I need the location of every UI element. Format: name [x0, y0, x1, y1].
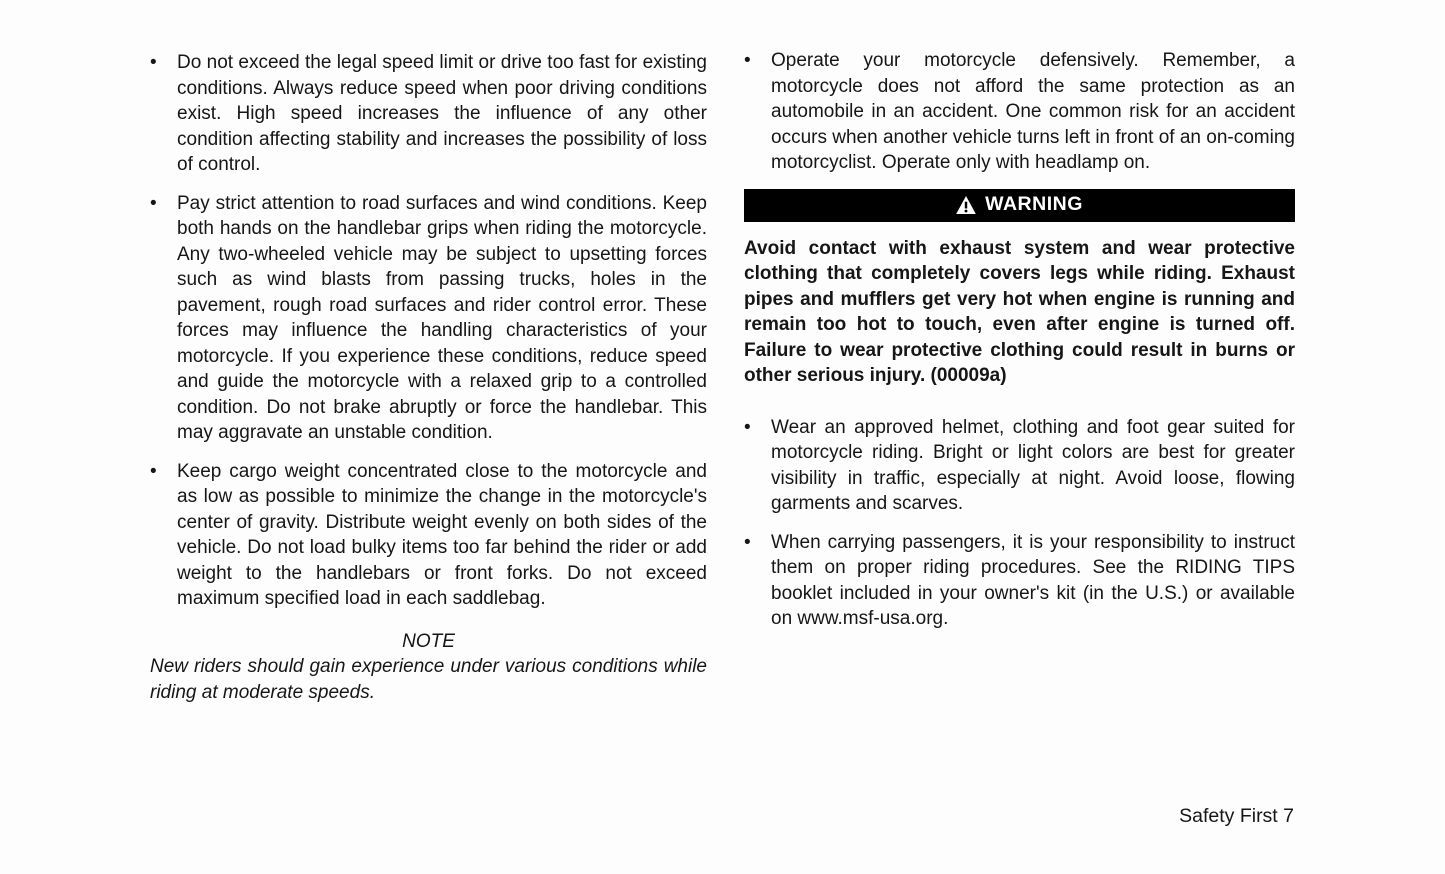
bullet-item — [150, 459, 707, 612]
note-text: New riders should gain experience under various conditions while riding at moderate speeds. — [150, 656, 707, 703]
bullet-marker: • — [150, 460, 157, 482]
bullet-marker: • — [150, 192, 157, 214]
bullet-marker: • — [744, 416, 751, 438]
bullet-text: Operate your motorcycle defensively. Remember, a motorcycle does not afford the same protection as an automobile in an accident. One common risk for an accident occurs when another vehicle turns left in front of an on-coming motorcyclist. Operate only with headlamp on. — [771, 50, 1295, 173]
bullet-item — [744, 415, 1295, 517]
bullet-text: When carrying passengers, it is your responsibility to instruct them on proper riding procedures. See the RIDING TIPS booklet included in your owner's kit (in the U.S.) or available on www.msf-usa.org. — [771, 531, 1295, 629]
bullet-item — [744, 48, 1295, 176]
warning-banner — [744, 189, 1295, 222]
page-footer: Safety First 7 — [1179, 805, 1294, 827]
bullet-item — [744, 530, 1295, 632]
bullet-text: Wear an approved helmet, clothing and foot gear suited for motorcycle riding. Bright or light colors are best for greater visibility in traffic, especially at night. Avoid loose, flowing garments and scarves. — [771, 416, 1295, 514]
bullet-marker: • — [150, 52, 157, 73]
bullet-marker: • — [744, 50, 751, 71]
bullet-text: Pay strict attention to road surfaces and wind conditions. Keep both hands on the handlebar grips when riding the motorcycle. Any two-wheeled vehicle may be subject to upsetting forces such as wind blasts from passing trucks, holes in the pavement, rough road surfaces and rider control error. These forces may influence the handling characteristics of your motorcycle. If you experience these conditions, reduce speed and guide the motorcycle with a relaxed grip to a controlled condition. Do not brake abruptly or force the handlebar. This may aggravate an unstable condition. — [177, 192, 707, 443]
note-heading: NOTE — [402, 630, 455, 652]
bullet-marker: • — [744, 531, 751, 553]
bullet-text: Do not exceed the legal speed limit or drive too fast for existing conditions. Always reduce speed when poor driving conditions exist. High speed increases the influence of any other condition affecting stability and increases the possibility of loss of control. — [177, 52, 707, 175]
right-column — [744, 48, 1295, 645]
warning-label: WARNING — [985, 193, 1083, 216]
bullet-text: Keep cargo weight concentrated close to the motorcycle and as low as possible to minimize the change in the motorcycle's center of gravity. Distribute weight evenly on both sides of the vehicle. Do not load bulky items too far behind the rider or add weight to the handlebars or front forks. Do not exceed maximum specified load in each saddlebag. — [177, 460, 707, 609]
warning-text: Avoid contact with exhaust system and wear protective clothing that completely covers legs while riding. Exhaust pipes and mufflers get very hot when engine is running and remain too hot to touch, even after engine is turned off. Failure to wear protective clothing could result in burns or other serious injury. (00009a) — [744, 237, 1295, 386]
bullet-item — [150, 50, 707, 178]
bullet-item — [150, 191, 707, 446]
left-column — [150, 50, 707, 705]
warning-triangle-icon — [956, 196, 976, 214]
